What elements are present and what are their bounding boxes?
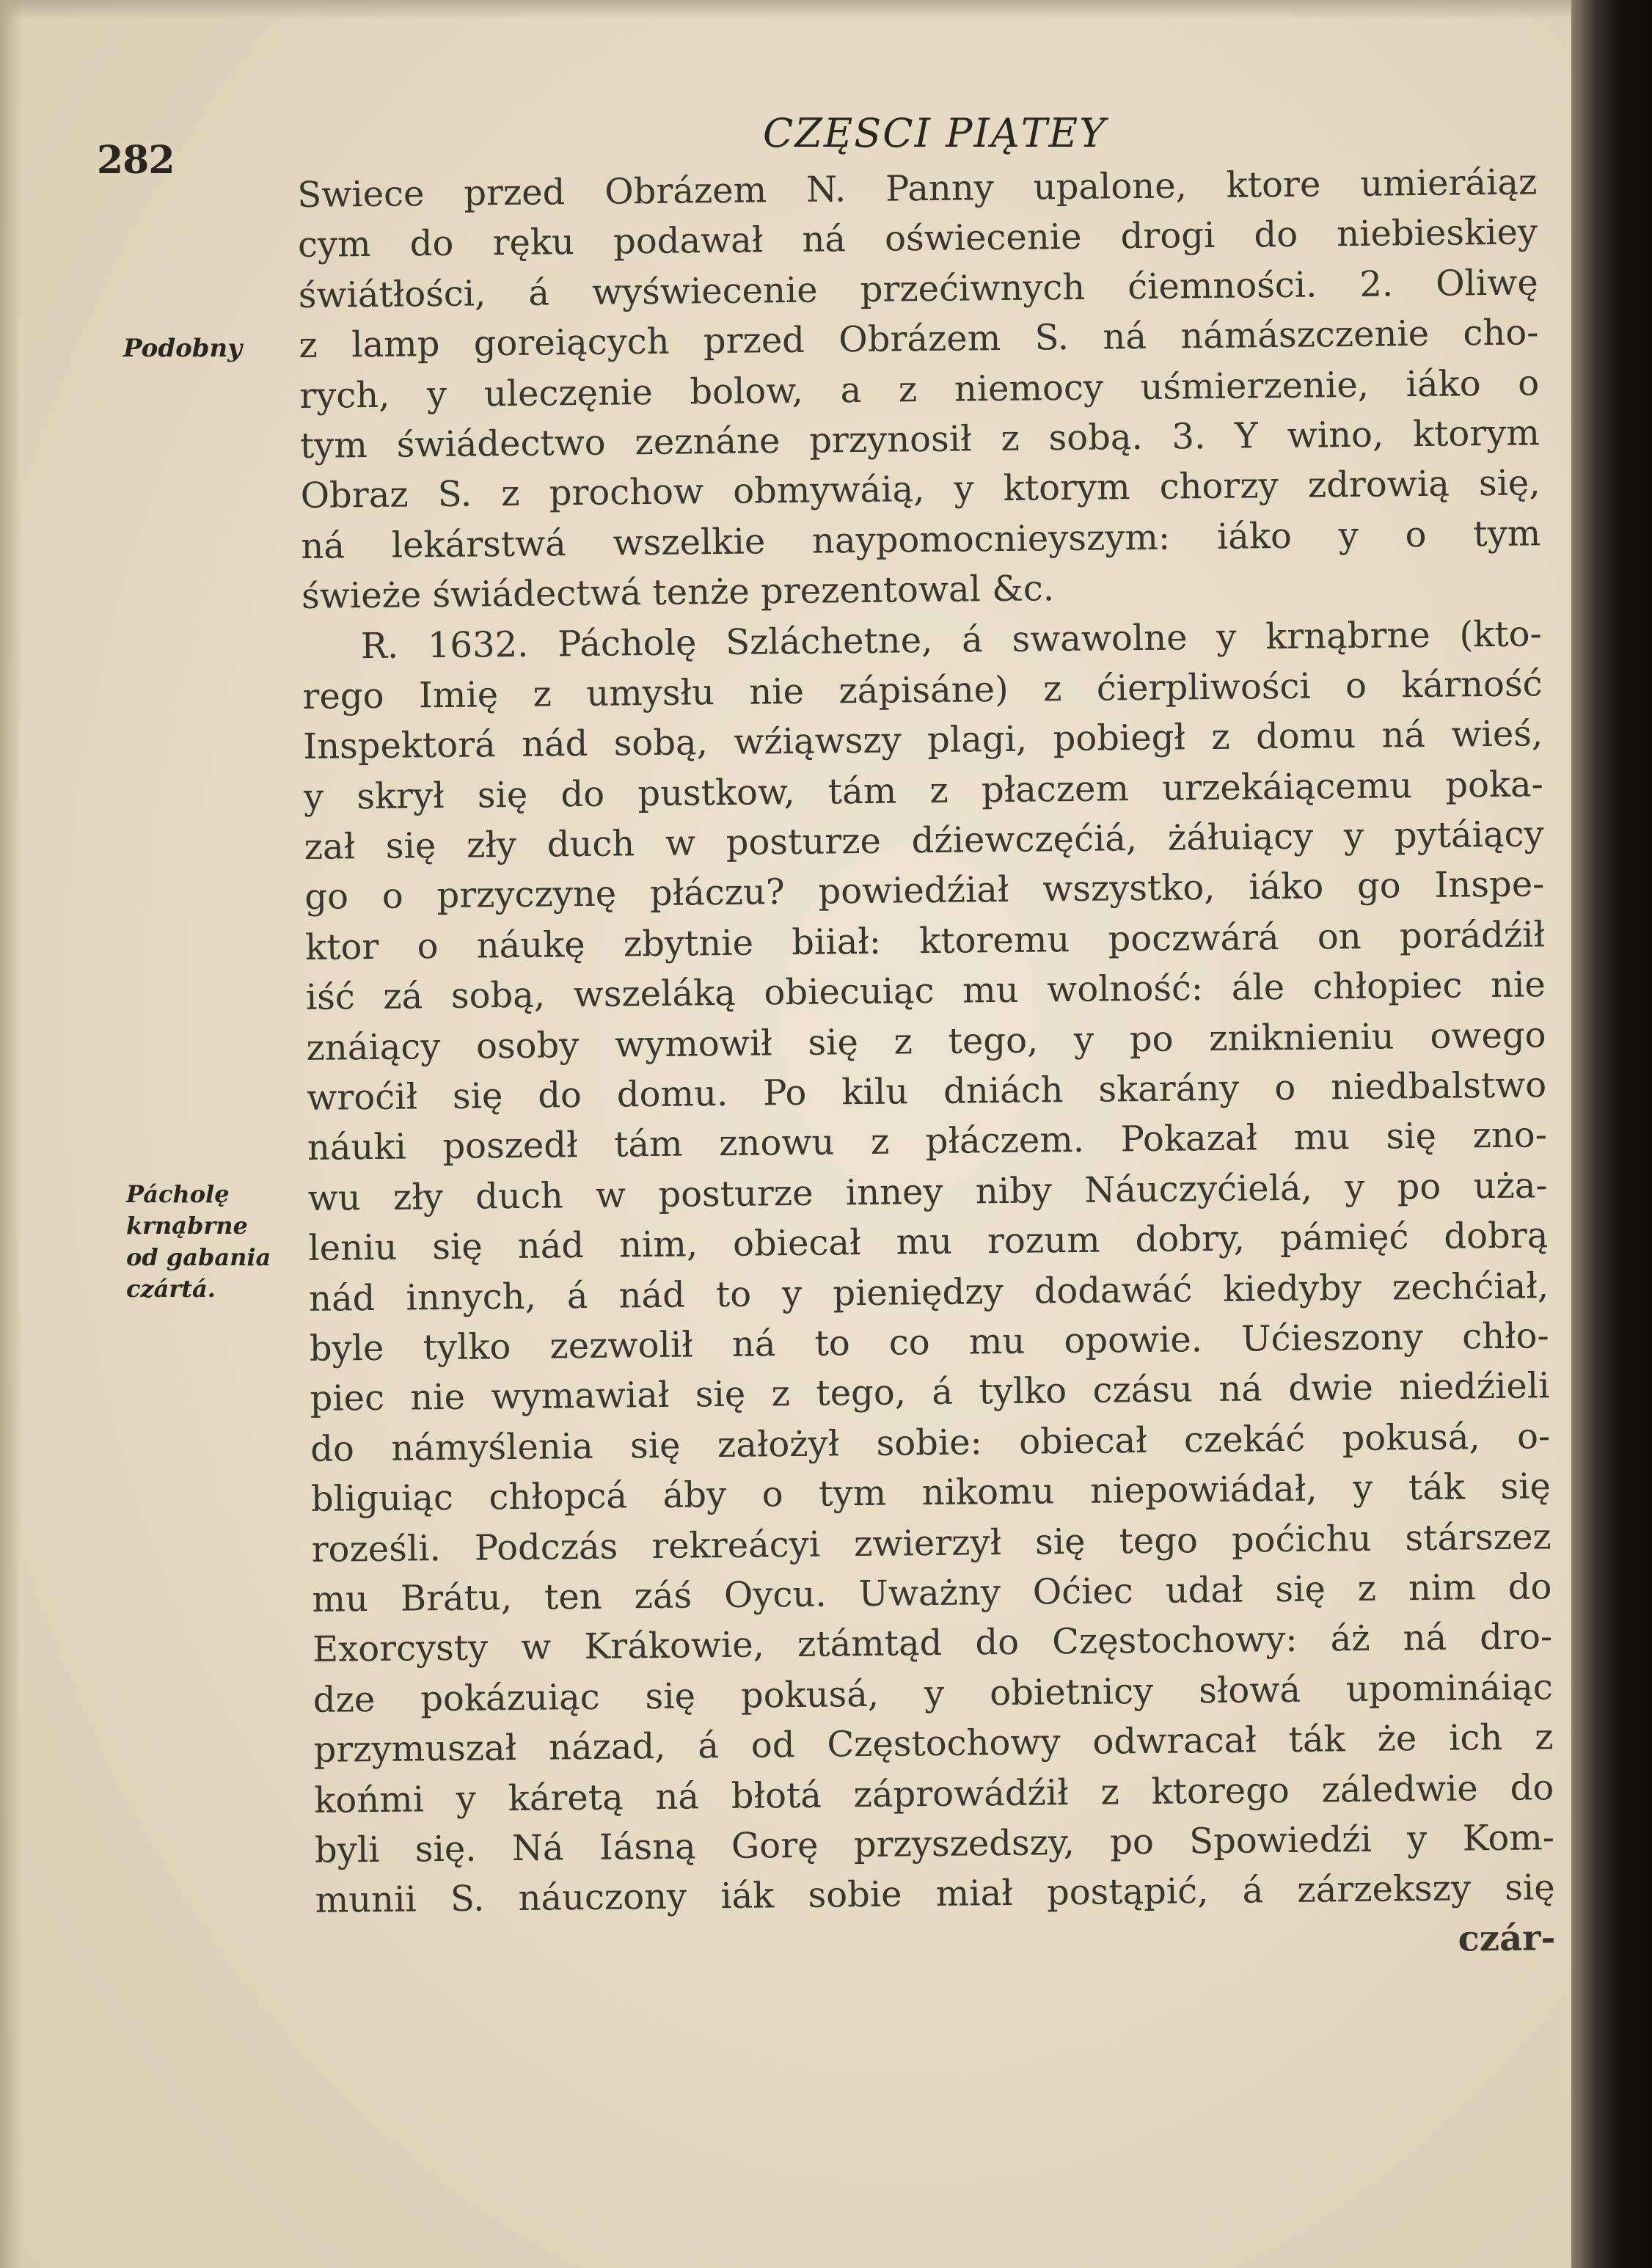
- text-line: byle tylko zezwolił ná to co mu opowie. Ućieszony chło-: [309, 1315, 1550, 1369]
- text-line: wu zły duch w posturze inney niby Náuczyćielá, y po uża-: [307, 1165, 1548, 1219]
- text-line: świeże świádectwá tenże prezentowal &c.: [301, 568, 1055, 618]
- text-line: Swiece przed Obrázem N. Panny upalone, ktore umieráiąz: [297, 161, 1538, 216]
- book-binding-gutter: [1571, 0, 1652, 2268]
- margin-note-line: czártá.: [126, 1275, 216, 1303]
- text-line: R. 1632. Pácholę Szláchetne, á swawolne y krnąbrne (kto-: [360, 612, 1543, 667]
- text-line: piec nie wymawiał się z tego, á tylko czásu ná dwie niedźieli: [310, 1365, 1550, 1420]
- text-line: Inspektorá nád sobą, wźiąwszy plagi, pobiegł z domu ná wieś,: [302, 713, 1543, 768]
- text-line: bliguiąc chłopcá áby o tym nikomu niepowiádał, y ták się: [310, 1466, 1552, 1521]
- margin-note-line: od gabania: [126, 1243, 271, 1271]
- text-line: mu Brátu, ten záś Oycu. Uważny Oćiec udał się z nim do: [312, 1566, 1552, 1620]
- text-line: rych, y uleczęnie bolow, a z niemocy uśmierzenie, iáko o: [299, 362, 1540, 417]
- text-line: dze pokázuiąc się pokusá, y obietnicy słowá upomináiąc: [313, 1666, 1554, 1721]
- catchword: czár-: [1458, 1917, 1556, 1960]
- running-head: CZĘSCI PIĄTEY: [763, 110, 1107, 156]
- text-line: náuki poszedł tám znowu z płáczem. Pokazał mu się zno-: [307, 1114, 1548, 1169]
- text-line: świátłości, á wyświecenie przećiwnych ćiemności. 2. Oliwę: [298, 262, 1538, 316]
- text-line: nád innych, á nád to y pieniędzy dodawáć kiedyby zechćiał,: [308, 1265, 1549, 1320]
- margin-note-line: Pácholę: [126, 1180, 230, 1208]
- text-line: do námyślenia się założył sobie: obiecał czekáć pokusá, o-: [310, 1415, 1551, 1470]
- margin-note-podobny: Podobny: [123, 334, 243, 363]
- margin-note-line: krnąbrne: [126, 1212, 248, 1240]
- text-line: leniu się nád nim, obiecał mu rozum dobry, pámięć dobrą: [308, 1215, 1549, 1270]
- text-line: go o przyczynę płáczu? powiedźiał wszystko, iáko go Inspe-: [304, 863, 1545, 918]
- page-left-edge-shadow: [0, 0, 22, 2268]
- text-line: Obraz S. z prochow obmywáią, y ktorym chorzy zdrowią się,: [300, 462, 1540, 517]
- text-line: wroćił się do domu. Po kilu dniách skarány o niedbalstwo: [306, 1064, 1547, 1119]
- body-text: [297, 157, 1563, 1976]
- text-line: tym świádectwo zeznáne przynosił z sobą. 3. Y wino, ktorym: [299, 412, 1540, 467]
- text-line: ná lekárstwá wszelkie naypomocnieyszym: iáko y o tym: [301, 513, 1541, 567]
- text-line: iść zá sobą, wszeláką obiecuiąc mu wolność: ále chłopiec nie: [305, 964, 1546, 1019]
- text-line: y skrył się do pustkow, tám z płaczem urzekáiącemu poka-: [303, 763, 1544, 818]
- text-line: ktor o náukę zbytnie biiał: ktoremu poczwárá on porádźił: [304, 914, 1546, 968]
- text-line: przymuszał názad, á od Częstochowy odwracał ták że ich z: [313, 1716, 1554, 1771]
- page-number: 282: [97, 138, 175, 183]
- text-line: roześli. Podczás rekreácyi zwierzył się tego poćichu stárszez: [311, 1515, 1552, 1570]
- text-line: końmi y káretą ná błotá záprowádźił z ktorego záledwie do: [313, 1766, 1554, 1821]
- text-line: zał się zły duch w posturze dźiewczęćiá, żáłuiący y pytáiący: [304, 813, 1544, 868]
- margin-note-pacholes: [126, 1179, 271, 1306]
- text-line: cym do ręku podawał ná oświecenie drogi do niebieskiey: [297, 211, 1538, 266]
- page-top-edge-shadow: [0, 0, 1652, 19]
- text-line: z lamp goreiących przed Obrázem S. ná námászczenie cho-: [299, 312, 1539, 367]
- text-line: Exorcysty w Krákowie, ztámtąd do Częstochowy: áż ná dro-: [312, 1616, 1553, 1671]
- text-line: byli się. Ná Iásną Gorę przyszedszy, po Spowiedźi y Kom-: [314, 1817, 1555, 1871]
- text-line: znáiący osoby wymowił się z tego, y po zniknieniu owego: [306, 1014, 1546, 1069]
- text-line: rego Imię z umysłu nie zápisáne) z ćierpliwości o kárność: [302, 663, 1543, 717]
- text-line: munii S. náuczony iák sobie miał postąpić, á zárzekszy się: [315, 1867, 1555, 1922]
